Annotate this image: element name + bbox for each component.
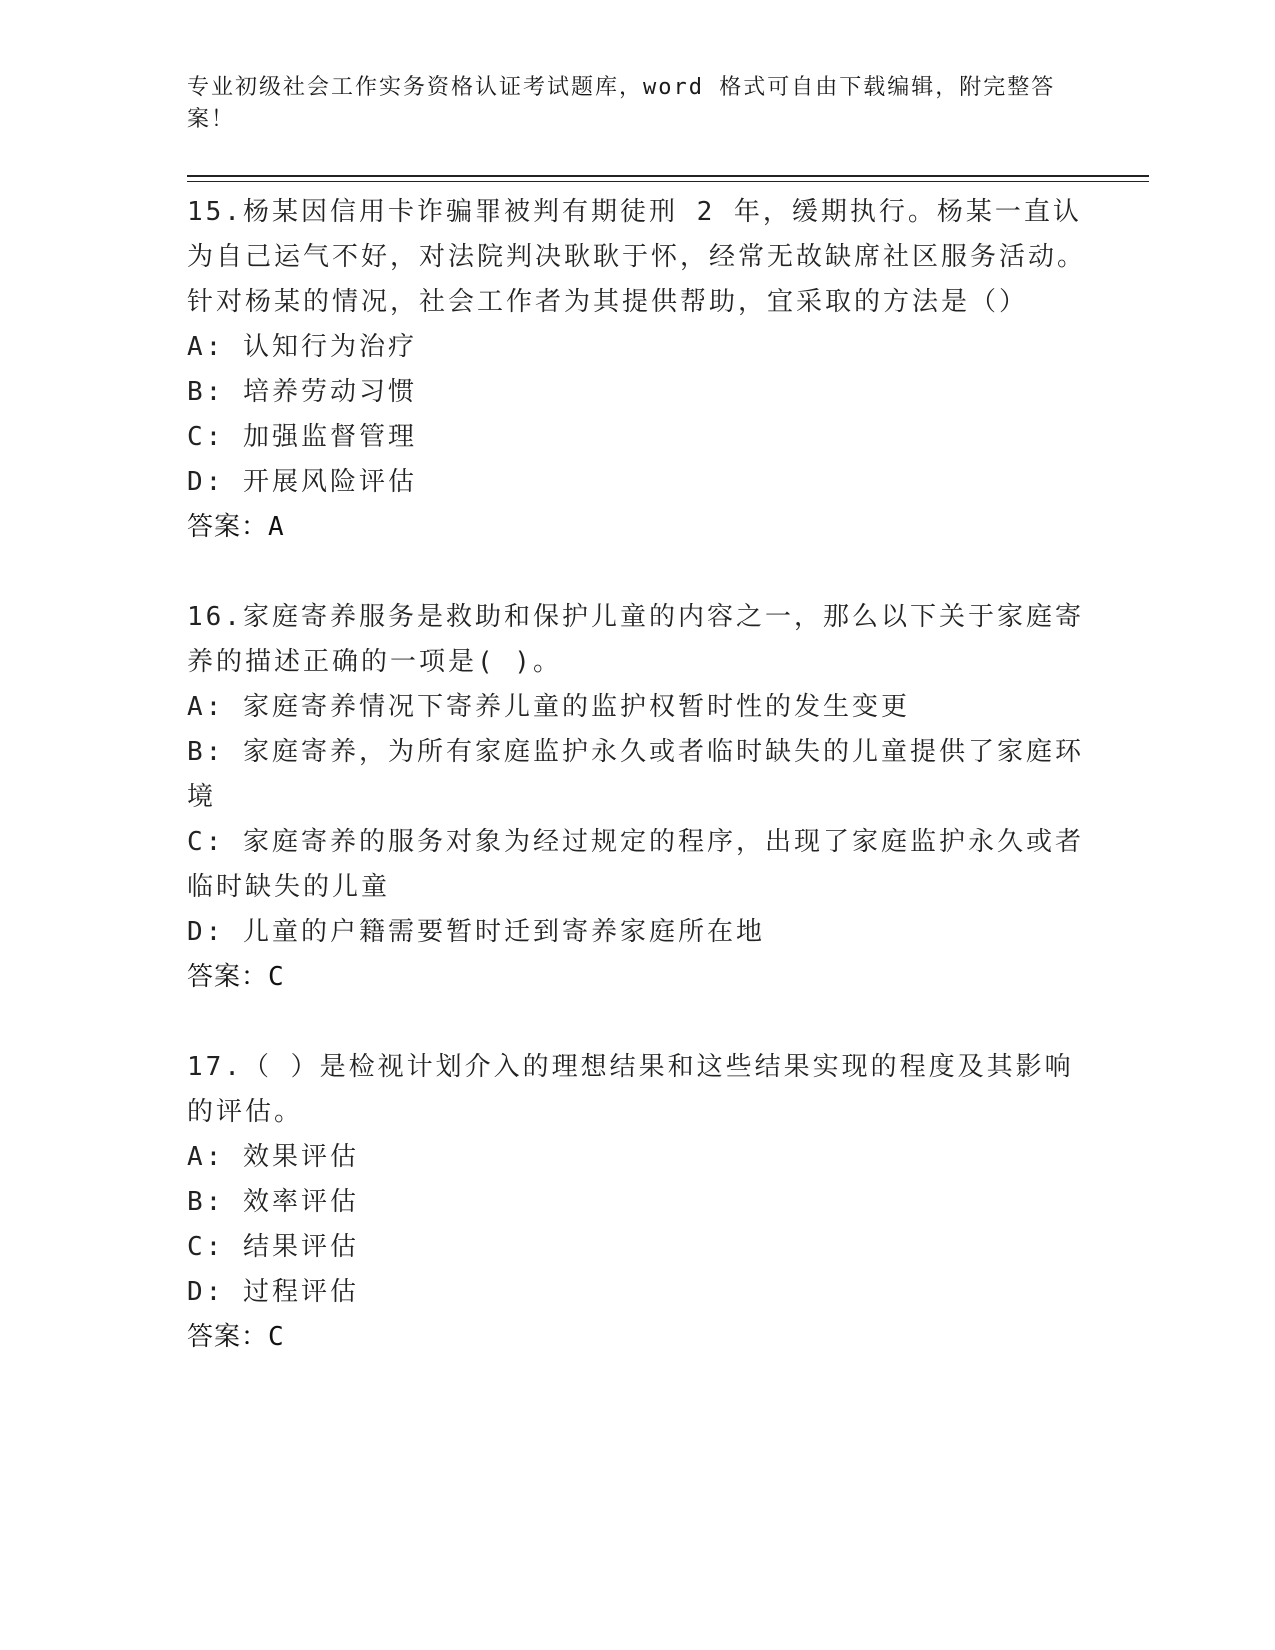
option-c: C: 加强监督管理 [187, 422, 417, 452]
option-a: A: 效果评估 [187, 1142, 359, 1172]
option-c: C: 结果评估 [187, 1232, 359, 1262]
answer-line [187, 955, 1087, 1000]
question-stem: 17.（ ）是检视计划介入的理想结果和这些结果实现的程度及其影响的评估。 [187, 1052, 1074, 1127]
answer-value: C [268, 1322, 284, 1352]
answer-line [187, 1315, 1087, 1360]
option-c: C: 家庭寄养的服务对象为经过规定的程序，出现了家庭监护永久或者临时缺失的儿童 [187, 827, 1084, 902]
question-stem: 16.家庭寄养服务是救助和保护儿童的内容之一，那么以下关于家庭寄养的描述正确的一项是( )。 [187, 602, 1084, 677]
answer-label: 答案： [187, 962, 269, 992]
answer-line [187, 505, 1087, 550]
document-header-note: 专业初级社会工作实务资格认证考试题库，word 格式可自由下载编辑，附完整答案！ [187, 75, 1056, 132]
answer-value: A [268, 512, 284, 542]
option-b: B: 效率评估 [187, 1187, 359, 1217]
question-list [187, 190, 1087, 1405]
question-stem: 15.杨某因信用卡诈骗罪被判有期徒刑 2 年，缓期执行。杨某一直认为自己运气不好，对法院判决耿耿于怀，经常无故缺席社区服务活动。针对杨某的情况，社会工作者为其提供帮助，宜采取的方法是（） [187, 197, 1087, 317]
header-divider-thin [187, 181, 1149, 182]
option-b: B: 培养劳动习惯 [187, 377, 417, 407]
option-a: A: 认知行为治疗 [187, 332, 417, 362]
answer-label: 答案： [187, 1322, 269, 1352]
question-item [187, 1045, 1087, 1360]
option-d: D: 过程评估 [187, 1277, 359, 1307]
option-d: D: 开展风险评估 [187, 467, 417, 497]
option-a: A: 家庭寄养情况下寄养儿童的监护权暂时性的发生变更 [187, 692, 910, 722]
option-d: D: 儿童的户籍需要暂时迁到寄养家庭所在地 [187, 917, 765, 947]
answer-label: 答案： [187, 512, 269, 542]
option-b: B: 家庭寄养，为所有家庭监护永久或者临时缺失的儿童提供了家庭环境 [187, 737, 1084, 812]
question-item [187, 190, 1087, 550]
header-divider-thick [187, 175, 1149, 177]
answer-value: C [268, 962, 284, 992]
question-item [187, 595, 1087, 1000]
